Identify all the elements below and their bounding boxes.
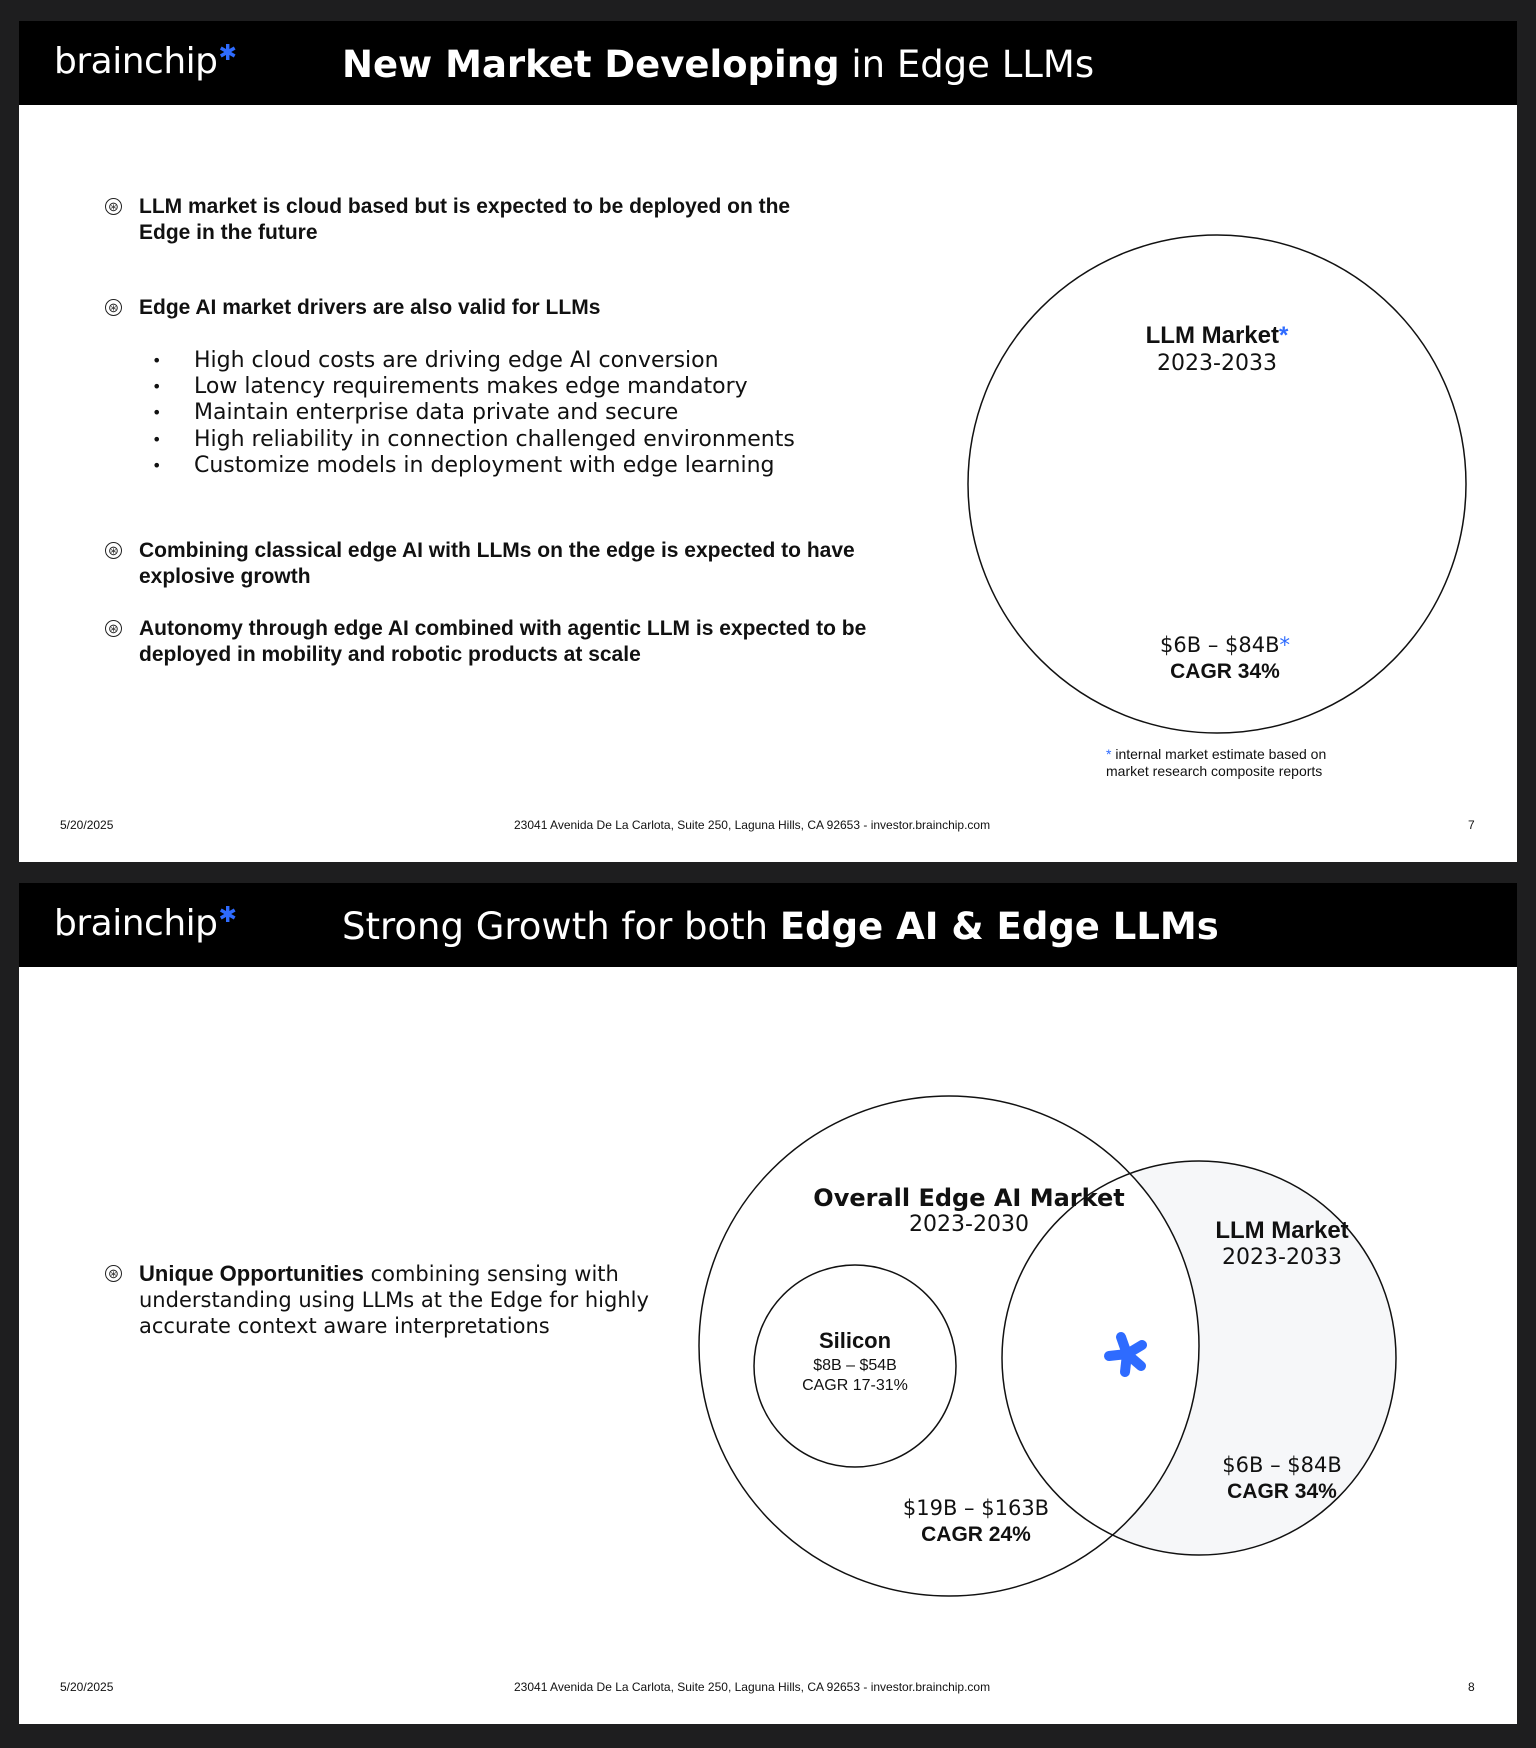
llm-market-cagr: CAGR 34%: [1170, 660, 1280, 683]
slide-title: New Market Developing in Edge LLMs: [342, 43, 1095, 86]
asterisk-bullet-icon: ⊛: [105, 542, 122, 559]
bullet-item: ⊛ Autonomy through edge AI combined with agentic LLM is expected to be deployed in mobility and robotic products at scale: [105, 616, 885, 668]
sub-bullet-item: • High reliability in connection challenged environments: [152, 427, 795, 453]
footer-page-number: 8: [1468, 1680, 1475, 1694]
llm-market-label: LLM Market*: [1145, 322, 1289, 349]
llm-market-circle: [968, 235, 1466, 733]
bullet-item: ⊛ LLM market is cloud based but is expected to be deployed on the Edge in the future: [105, 194, 805, 246]
slide-8: [19, 883, 1517, 1724]
bullet-item: ⊛ Combining classical edge AI with LLMs on the edge is expected to have explosive growth: [105, 538, 865, 590]
market-venn-diagram: [19, 883, 1517, 1724]
brainchip-logo: brainchip✱: [54, 41, 237, 82]
market-estimate-note: * internal market estimate based on market research composite reports: [1106, 746, 1327, 779]
asterisk-icon: ✱: [218, 903, 237, 928]
footer-date: 5/20/2025: [60, 818, 114, 832]
brainchip-logo: brainchip✱: [54, 903, 237, 944]
footer-date: 5/20/2025: [60, 1680, 114, 1694]
llm-market-range: $6B – $84B*: [1160, 633, 1290, 657]
footer-address: 23041 Avenida De La Carlota, Suite 250, Laguna Hills, CA 92653 - investor.brainchip.com: [514, 818, 991, 832]
asterisk-bullet-icon: ⊛: [105, 299, 122, 316]
silicon-cagr: CAGR 17-31%: [802, 1377, 908, 1394]
sub-bullet-item: • High cloud costs are driving edge AI conversion: [152, 348, 795, 374]
silicon-label: Silicon: [818, 1328, 892, 1353]
overall-edge-ai-label: Overall Edge AI Market: [813, 1184, 1125, 1212]
llm-market-label: LLM Market: [1215, 1217, 1349, 1244]
footer-page-number: 7: [1468, 818, 1475, 832]
asterisk-icon: ✱: [218, 41, 237, 66]
footer-address: 23041 Avenida De La Carlota, Suite 250, Laguna Hills, CA 92653 - investor.brainchip.com: [514, 1680, 991, 1694]
sub-bullet-item: • Low latency requirements makes edge mandatory: [152, 374, 795, 400]
slide-title: Strong Growth for both Edge AI & Edge LLMs: [342, 905, 1219, 948]
slide-7: [19, 21, 1517, 862]
overall-edge-ai-range: $19B – $163B: [902, 1496, 1050, 1520]
llm-market-range: $6B – $84B: [1222, 1453, 1342, 1477]
llm-market-years: 2023-2033: [1222, 1245, 1342, 1270]
asterisk-bullet-icon: ⊛: [105, 198, 122, 215]
bullet-item: ⊛ Unique Opportunities combining sensing with understanding using LLMs at the Edge for highly accurate context aware interpretations: [105, 1261, 685, 1339]
sub-bullet-item: • Customize models in deployment with edge learning: [152, 453, 795, 479]
silicon-range: $8B – $54B: [813, 1357, 897, 1374]
asterisk-bullet-icon: ⊛: [105, 1265, 122, 1282]
asterisk-bullet-icon: ⊛: [105, 620, 122, 637]
llm-market-years: 2023-2033: [1157, 351, 1277, 376]
bullet-item: ⊛ Edge AI market drivers are also valid for LLMs: [105, 295, 805, 321]
overall-edge-ai-cagr: CAGR 24%: [921, 1523, 1031, 1546]
llm-market-cagr: CAGR 34%: [1227, 1480, 1337, 1503]
llm-market-diagram: [19, 21, 1517, 862]
sub-bullet-item: • Maintain enterprise data private and secure: [152, 400, 795, 426]
overall-edge-ai-years: 2023-2030: [909, 1212, 1029, 1237]
